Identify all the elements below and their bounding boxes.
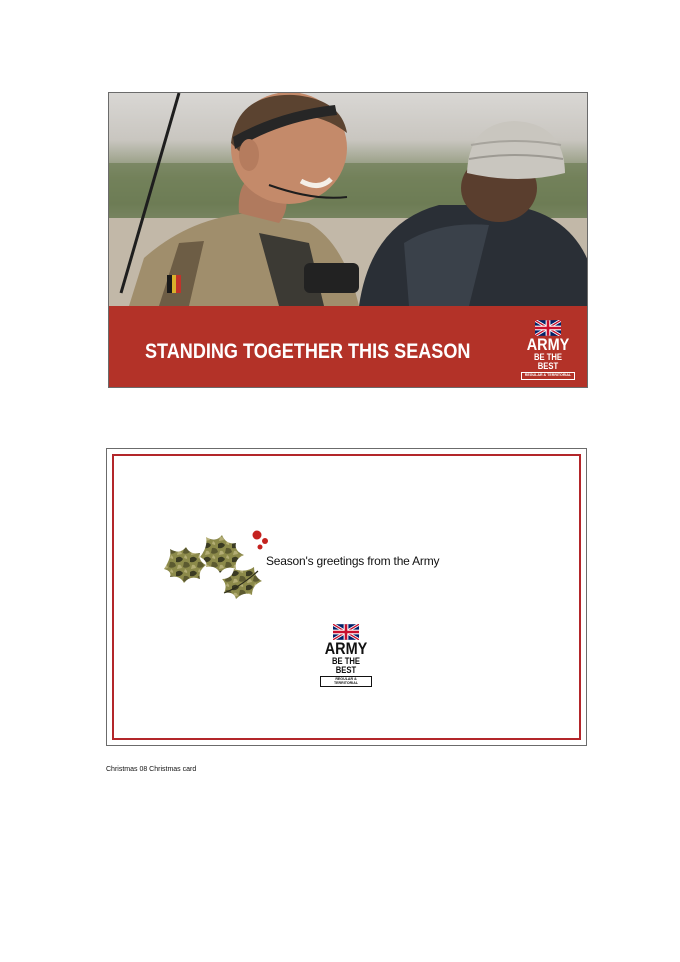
army-logo-word: ARMY <box>324 639 368 658</box>
army-logo-subline: REGULAR & TERRITORIAL <box>320 676 372 687</box>
army-logo-inside <box>318 624 374 687</box>
card-inside <box>106 448 587 746</box>
soldier-photo <box>109 93 587 306</box>
camo-holly-icon <box>162 527 272 607</box>
army-logo <box>519 320 577 380</box>
card-headline: STANDING TOGETHER THIS SEASON <box>145 340 471 363</box>
document-caption: Christmas 08 Christmas card <box>106 766 197 773</box>
headline-band <box>109 306 587 388</box>
army-logo-tagline: BE THE BEST <box>331 656 361 675</box>
card-front <box>108 92 588 388</box>
soldier-photo-illustration <box>109 93 587 306</box>
army-logo-word: ARMY <box>526 335 570 354</box>
army-logo-subline: REGULAR & TERRITORIAL <box>521 372 575 380</box>
union-flag-icon <box>333 624 359 640</box>
season-greeting: Season's greetings from the Army <box>266 554 440 568</box>
union-flag-icon <box>535 320 561 336</box>
army-logo-tagline: BE THE BEST <box>533 352 563 371</box>
